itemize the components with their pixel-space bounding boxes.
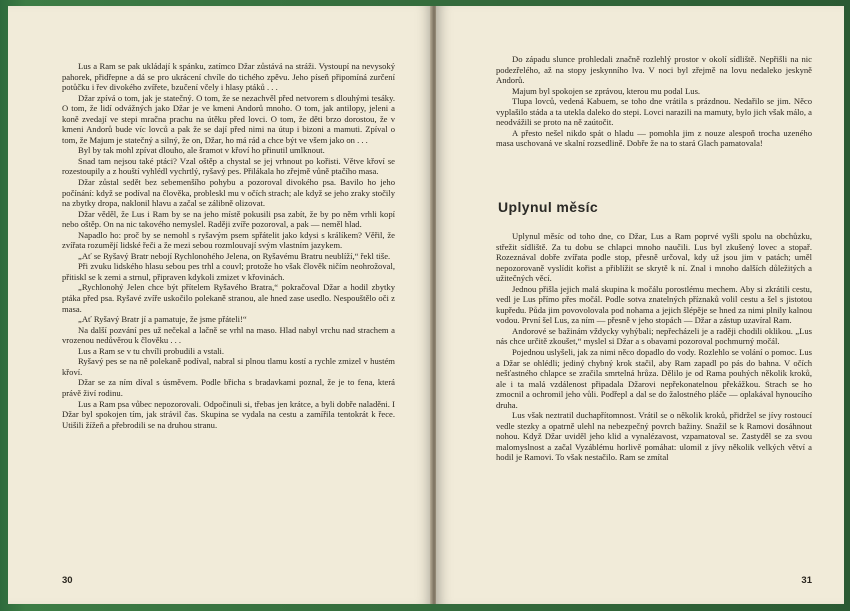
paragraph: „Rychlonohý Jelen chce být přítelem Ryšavého Bratra,“ pokračoval Džar a hodil zbytky ptáka před psa. Ryšavé zvíře uskočilo polekaně stranou, ale hned zase usedlo. Nespouštělo oči z masa. — [62, 282, 395, 314]
paragraph: Při zvuku lidského hlasu sebou pes trhl a couvl; protože ho však člověk ničím neohrožoval, přitiskl se k zemi a strnul, připraven kdykoli zmizet v křovinách. — [62, 261, 395, 282]
right-page — [436, 6, 844, 604]
right-page-text-top — [496, 54, 812, 149]
paragraph: Jednou přišla jejich malá skupina k močálu porostlému mechem. Aby si zkrátili cestu, vedl je Lus přímo přes močál. Podle sotva znatelných příznaků volil cestu a šel s jistotou kupředu. Půda jim povovolovala pod nohama a jejich šlépěje se hned za nimi plnily kalnou vodou. První šel Lus, za ním — přesně v jeho stopách — Džar a zástup uzavíral Ram. — [496, 283, 812, 326]
paragraph: Lus a Ram se pak ukládají k spánku, zatímco Džar zůstává na stráži. Vystoupí na nevysoký pahorek, přidřepne a dá se pro ukrácení chvíle do tichého zpěvu. Jeho píseň připomíná zurčení potůčku i řev divokého zvířete, bzučení včely i hlasy ptáků . . . — [62, 61, 395, 93]
paragraph: Lus a Ram psa vůbec nepozorovali. Odpočinuli si, třebas jen krátce, a byli dobře naladěni. I Džar byl spokojen tím, jak strávil čas. Skupina se vydala na cestu a zamířila tentokrát k řece. Utišili žížeň a přebrodili se na druhou stranu. — [62, 398, 395, 430]
paragraph: Napadlo ho: proč by se nemohl s ryšavým psem spřátelit jako kdysi s králíkem? Věřil, že zvířata rozumějí lidské řeči a že mezi sebou rozmlouvají svým vlastním jazykem. — [62, 229, 395, 251]
chapter-heading: Uplynul měsíc — [498, 199, 599, 215]
paragraph: Lus však neztratil duchapřítomnost. Vrátil se o několik kroků, přidržel se jívy rostoucí vedle stezky a opatrně ulehl na nebezpečný povrch bažiny. Snažil se k Ramovi dosáhnout nohou. Když Džar uviděl jeho klid a vynalézavost, vzpamatoval se. Zastyděl se za svou malomyslnost a začal Vyzáblému horlivě pomáhat: ulomil z jívy několik velkých větví a hodil je Ramovi. To však nestačilo. Ram se zmítal — [496, 410, 812, 463]
paragraph: Snad tam nejsou také ptáci? Vzal oštěp a chystal se jej vrhnout po kořisti. Větve křoví se rozestoupily a z houští vyhlédl vychrtlý, ryšavý pes. Přilákala ho zřejmě vůně ptačího masa. — [62, 155, 395, 177]
paragraph: Džar zůstal sedět bez sebemenšího pohybu a pozoroval divokého psa. Bavilo ho jeho počínání: když se podíval na člověka, probleskl mu v očích strach; ale když se jeho zraky stočily na zbytky dropa, naklonil hlavu a začal se zálibně olizovat. — [62, 177, 395, 209]
paragraph: Džar zpívá o tom, jak je statečný. O tom, že se nezachvěl před netvorem s dlouhými tesáky. O tom, že lidí odvážných jako Džar je ve kmeni Andorů mnoho. O tom, jak antilopy, jeleni a koně zvedají ve stepi mračna prachu na útěku před lovci. O tom, že děti brzo dorostou, že v kmeni Andorů bude víc lovců a pak že se dají před nimi na útup i bizoni a mamuti. Zpíval o tom, že Majum je statečný a silný, že on, Džar, ho má rád a chce být ve všem jako on . . . — [62, 92, 395, 145]
page-number-right: 31 — [801, 575, 812, 586]
paragraph: Byl by tak mohl zpívat dlouho, ale šramot v křoví ho přinutil umlknout. — [78, 145, 325, 156]
paragraph: Džar se za ním díval s úsměvem. Podle břicha s bradavkami poznal, že je to fena, která právě živí rodinu. — [62, 377, 395, 398]
paragraph: Majum byl spokojen se zprávou, kterou mu podal Lus. — [512, 85, 701, 96]
right-page-text-chapter — [496, 231, 812, 463]
paragraph: A přesto nešel nikdo spát o hladu — pomohla jim z nouze alespoň trocha uzeného masa uschovaná ve skalní rozsedlině. Dobře že na to stará Glach pamatovala! — [496, 127, 812, 149]
paragraph: Do západu slunce prohledali značně rozlehlý prostor v okolí sídliště. Nepřišli na nic podezřelého, až na stopy jeskynního lva. V noci byl zřejmě na lovu nedaleko jeskyně Andorů. — [496, 54, 812, 86]
paragraph: „Ať se Ryšavý Bratr nebojí Rychlonohého Jelena, on Ryšavému Bratru neublíží,“ řekl tiše. — [78, 250, 391, 261]
paragraph: Ryšavý pes se na ně polekaně podíval, nabral si plnou tlamu kostí a rychle zmizel v hustém křoví. — [62, 356, 395, 377]
paragraph: Lus a Ram se v tu chvíli probudili a vstali. — [78, 345, 225, 356]
page-number-left: 30 — [62, 575, 73, 586]
paragraph: Tlupa lovců, vedená Kabuem, se toho dne vrátila s prázdnou. Nedařilo se jim. Něco vyplašilo stáda a ta utekla daleko do stepi. Lovci narazili na mamuty, bylo jich však málo, a neodvážili se proto na ně zaútočit. — [496, 96, 812, 128]
paragraph: Pojednou uslyšeli, jak za nimi něco dopadlo do vody. Rozlehlo se volání o pomoc. Lus a Džar se ohlédli; jediný chybný krok stačil, aby Ram zapadl po pás do bahna. V očích nešťastného chlapce se zračila smrtelná hrůza. Dělilo je od Rama pouhých několik kroků, ale i ta malá vzdálenost připadala Džarovi nepřekonatelnou překážkou. Strach se ho zmocnil a ochromil jeho vůli. Podřepl a dal se do žalostného pláče — oplakával hynoucího druha. — [496, 347, 812, 410]
paragraph: Na další pozvání pes už nečekal a lačně se vrhl na maso. Hlad nabyl vrchu nad strachem a vrozenou nedůvěrou k člověku . . . — [62, 324, 395, 346]
paragraph: Džar věděl, že Lus i Ram by se na jeho místě pokusili psa zabít, že by po něm vrhli kopí nebo oštěp. On na nic takového nemyslel. Raději zvíře pozoroval, a pak — neměl hlad. — [62, 208, 395, 230]
paragraph: „Ať Ryšavý Bratr jí a pamatuje, že jsme přáteli!“ — [78, 314, 247, 325]
paragraph: Uplynul měsíc od toho dne, co Džar, Lus a Ram poprvé vyšli spolu na obchůzku, střežit sídliště. Za tu dobu se chlapci mnoho naučili. Lus byl zkušený lovec a stopař. Rozeznával dobře zvířata podle stop, přesně určoval, kdy už jsou jim v patách; uměl nepozorovaně vyslídit kořist a přiblížit se skrytě k ní. Znal i mnoho dalších důležitých a užitečných věcí. — [496, 231, 812, 284]
left-page — [8, 6, 432, 604]
left-page-text — [62, 61, 395, 430]
paragraph: Andorové se bažinám vždycky vyhýbali; nepřecházeli je a raději chodili oklikou. „Lus nás chce určitě zkoušet,“ myslel si Džar a s obavami pozoroval pochmurný močál. — [496, 325, 812, 347]
